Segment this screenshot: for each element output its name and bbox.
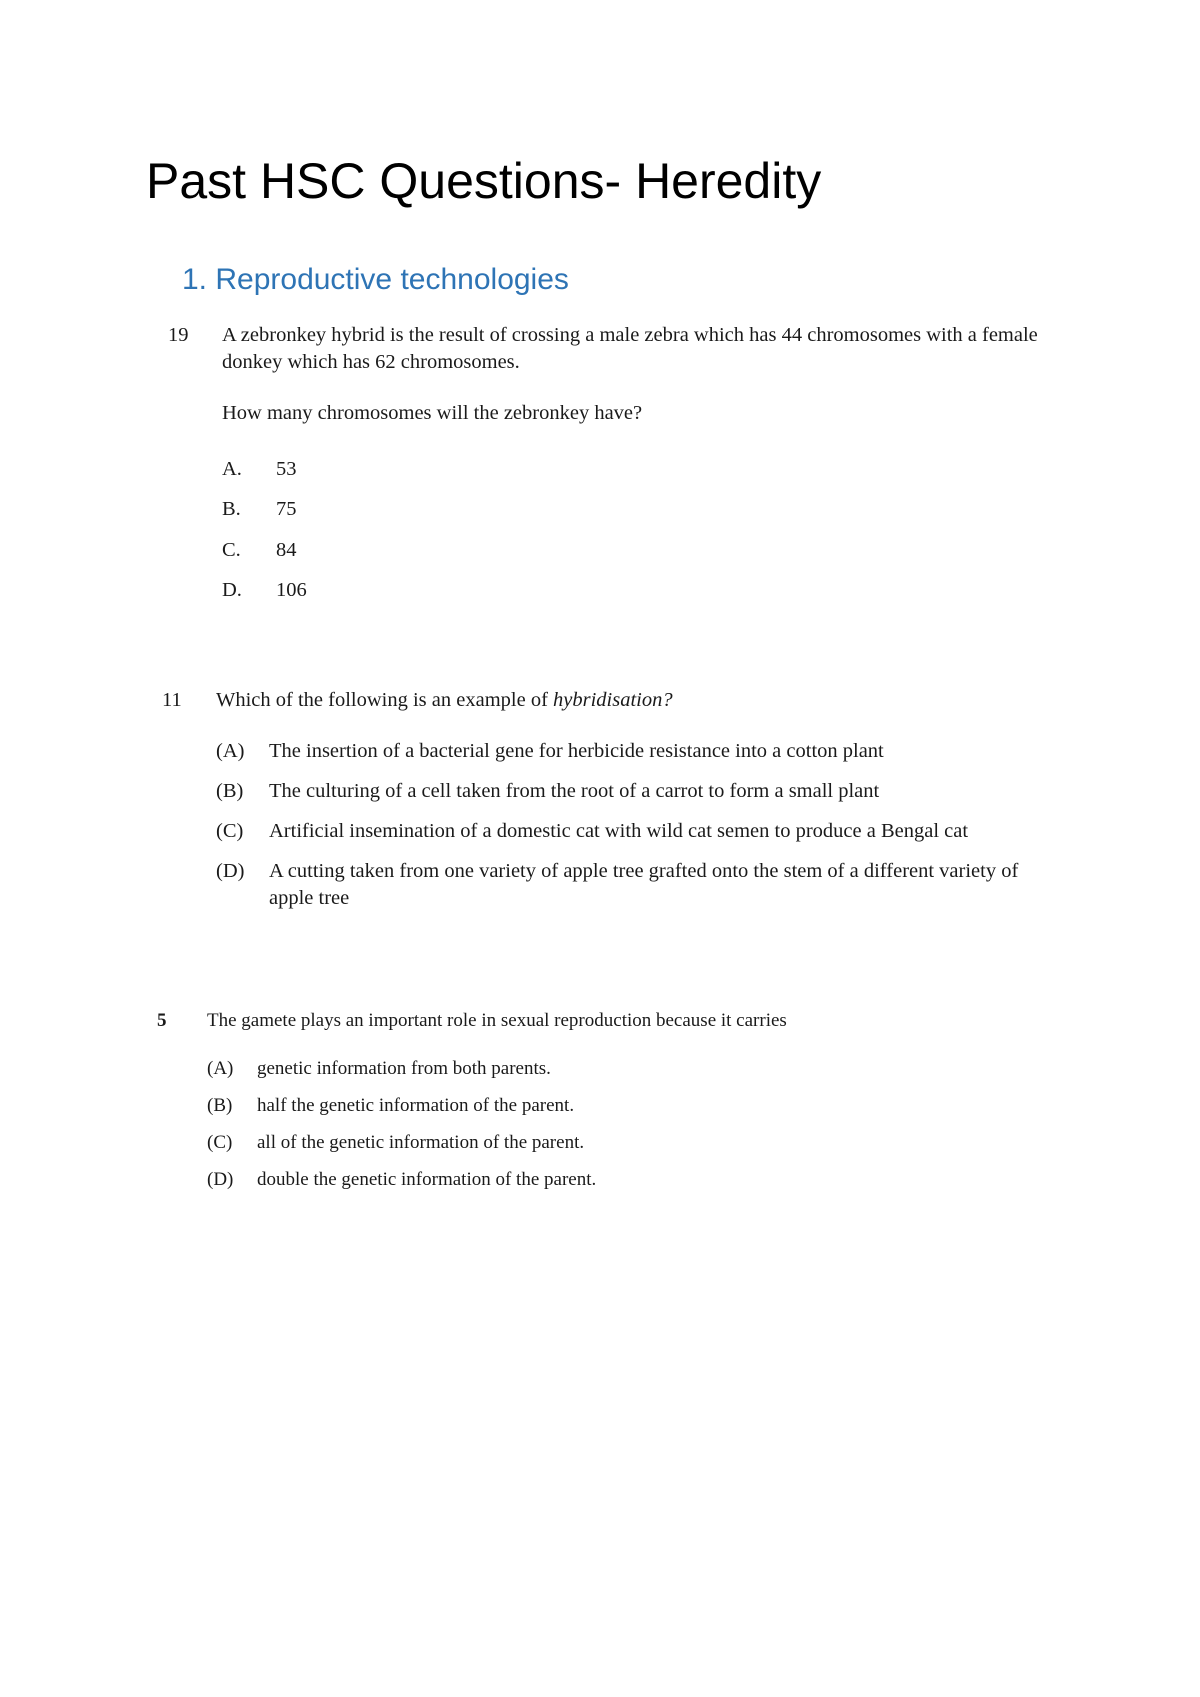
question-prompt: How many chromosomes will the zebronkey have? (222, 402, 643, 424)
option-text: The culturing of a cell taken from the root of a carrot to form a small plant (269, 780, 880, 802)
question-number: 19 (168, 324, 189, 346)
option-text: The insertion of a bacterial gene for herbicide resistance into a cotton plant (269, 740, 884, 762)
option-letter: (C) (216, 820, 244, 842)
option-letter: (C) (207, 1132, 233, 1153)
option-letter: (D) (207, 1169, 234, 1190)
question-stem: A zebronkey hybrid is the result of crossing a male zebra which has 44 chromosomes with a female donkey which has 62 chromosomes. (222, 324, 1038, 373)
option-text: half the genetic information of the parent. (257, 1095, 575, 1116)
option-letter: B. (222, 498, 241, 520)
option-letter: C. (222, 539, 241, 561)
option-text: 84 (276, 539, 297, 561)
question-number: 11 (162, 689, 182, 711)
option-text: 53 (276, 458, 297, 480)
option-letter: (B) (207, 1095, 233, 1116)
option-text: genetic information from both parents. (257, 1058, 551, 1079)
question-stem-text: Which of the following is an example of (216, 689, 554, 711)
option-letter: (A) (216, 740, 245, 762)
question-stem-emphasis: hybridisation? (553, 689, 673, 711)
option-text: Artificial insemination of a domestic cat with wild cat semen to produce a Bengal cat (269, 820, 969, 842)
option-text: double the genetic information of the parent. (257, 1169, 597, 1190)
option-text: A cutting taken from one variety of apple tree grafted onto the stem of a different variety of apple tree (269, 860, 1019, 909)
option-text: all of the genetic information of the parent. (257, 1132, 585, 1153)
option-letter: D. (222, 579, 242, 601)
option-letter: A. (222, 458, 242, 480)
option-text: 75 (276, 498, 297, 520)
option-letter: (B) (216, 780, 244, 802)
section-heading: 1. Reproductive technologies (182, 263, 569, 296)
document-title: Past HSC Questions- Heredity (146, 153, 822, 209)
question-number: 5 (157, 1010, 167, 1031)
option-letter: (A) (207, 1058, 234, 1079)
option-text: 106 (276, 579, 307, 601)
option-letter: (D) (216, 860, 245, 882)
question-stem (216, 687, 1056, 714)
question-stem: The gamete plays an important role in sexual reproduction because it carries (207, 1010, 787, 1031)
